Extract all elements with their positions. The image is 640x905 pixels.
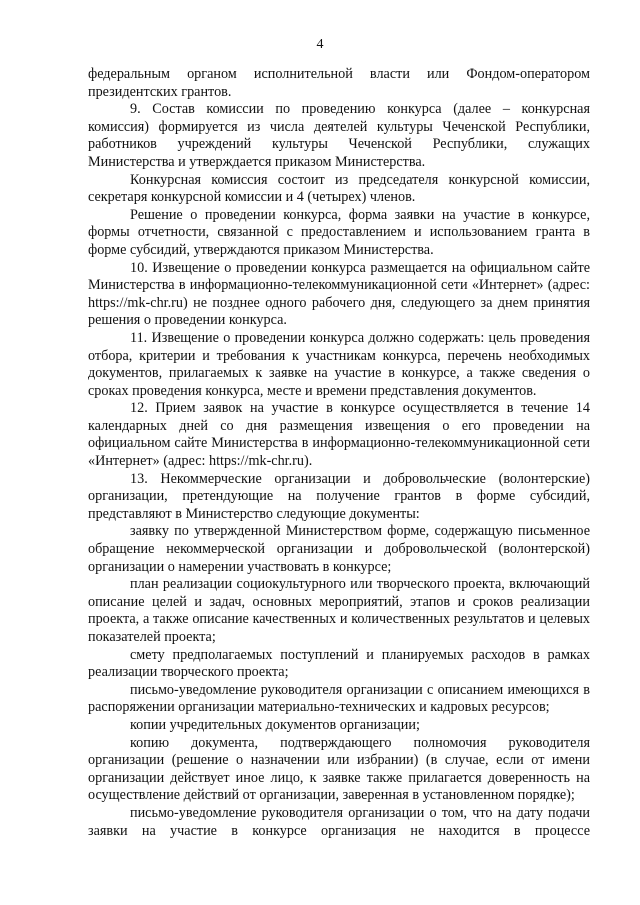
- list-item-authority-document: копию документа, подтверждающего полномочия руководителя организации (решение о назначении или избрании) (в случае, если от имени организации действует иное лицо, к заявке также прилагается доверенность на осуществление действий от организации, заверенная в установленном порядке);: [88, 734, 590, 804]
- document-body: [88, 66, 590, 840]
- list-item-project-plan: план реализации социокультурного или творческого проекта, включающий описание целей и задач, основных мероприятий, этапов и сроков реализации проекта, а также описание качественных и количественных результатов и целевых показателей проекта;: [88, 576, 590, 645]
- paragraph-contest-decision: Решение о проведении конкурса, форма заявки на участие в конкурсе, формы отчетности, связанной с предоставлением и использованием гранта в форме субсидий, утверждаются приказом Министерства.: [88, 206, 590, 258]
- paragraph-item-12: 12. Прием заявок на участие в конкурсе осуществляется в течение 14 календарных дней со дня размещения извещения о его проведении на официальном сайте Министерства в информационно-телекоммуникационной сети «Интернет» (адрес: https://mk-chr.ru).: [88, 400, 590, 470]
- paragraph-commission-composition: Конкурсная комиссия состоит из председателя конкурсной комиссии, секретаря конкурсной комиссии и 4 (четырех) членов.: [88, 171, 590, 206]
- paragraph-item-9: 9. Состав комиссии по проведению конкурса (далее – конкурсная комиссия) формируется из числа деятелей культуры Чеченской Республики, работников учреждений культуры Чеченской Республики, служащих Министерства и утверждается приказом Министерства.: [88, 101, 590, 170]
- paragraph-item-10: 10. Извещение о проведении конкурса размещается на официальном сайте Министерства в информационно-телекоммуникационной сети «Интернет» (адрес: https://mk-chr.ru) не позднее одного рабочего дня, следующего за днем принятия решения о проведении конкурса.: [88, 259, 590, 329]
- list-item-application: заявку по утвержденной Министерством форме, содержащую письменное обращение некоммерческой организации и добровольческой (волонтерской) организации о намерении участвовать в конкурсе;: [88, 523, 590, 575]
- paragraph-item-11: 11. Извещение о проведении конкурса должно содержать: цель проведения отбора, критерии и требования к участникам конкурса, перечень необходимых документов, прилагаемых к заявке на участие в конкурсе, а также сведения о сроках проведения конкурса, месте и времени представления документов.: [88, 329, 590, 399]
- list-item-status-letter: письмо-уведомление руководителя организации о том, что на дату подачи заявки на участие в конкурсе организация не находится в процессе: [88, 804, 590, 839]
- paragraph-item-13: 13. Некоммерческие организации и добровольческие (волонтерские) организации, претендующие на получение грантов в форме субсидий, представляют в Министерство следующие документы:: [88, 470, 590, 522]
- page-number: 4: [316, 37, 324, 52]
- list-item-charter-copies: копии учредительных документов организации;: [130, 716, 420, 733]
- paragraph-continuation: федеральным органом исполнительной власти или Фондом-оператором президентских грантов.: [88, 66, 590, 100]
- list-item-resources-letter: письмо-уведомление руководителя организации с описанием имеющихся в распоряжении организации материально-технических и кадровых ресурсов;: [88, 681, 590, 716]
- list-item-budget-estimate: смету предполагаемых поступлений и планируемых расходов в рамках реализации творческого проекта;: [88, 646, 590, 681]
